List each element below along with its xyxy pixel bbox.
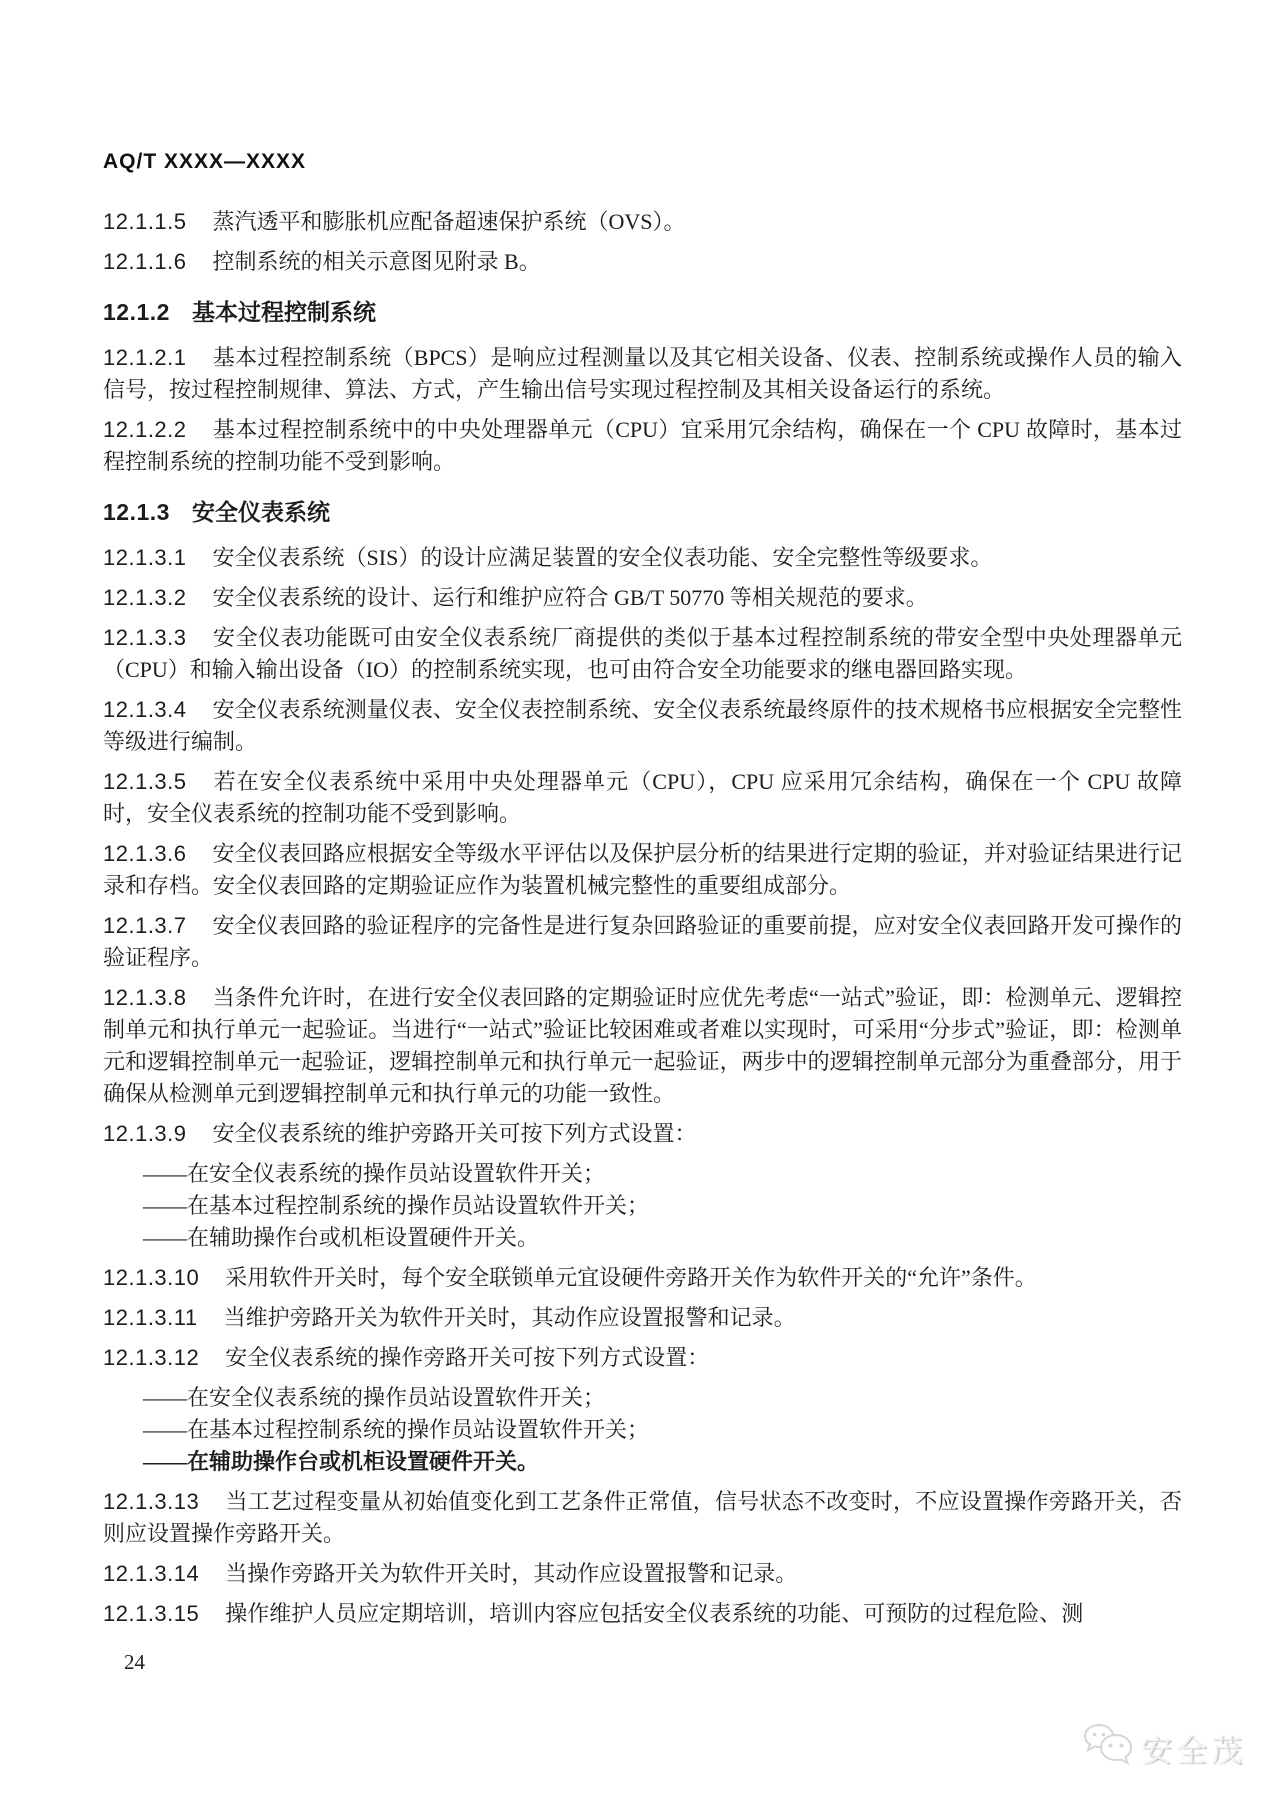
clause-number: 12.1.3.15 [103,1601,200,1626]
clause-12-1-3-1 [103,542,1182,574]
clause-number: 12.1.2.1 [103,345,187,370]
clause-12-1-3-5 [103,766,1182,830]
clause-text: 蒸汽透平和膨胀机应配备超速保护系统（OVS）。 [212,209,686,234]
clause-text: 安全仪表系统的维护旁路开关可按下列方式设置： [212,1121,697,1146]
clause-12-1-3-9 [103,1118,1182,1150]
clause-12-1-3-13 [103,1486,1182,1550]
clause-number: 12.1.2.2 [103,417,187,442]
clause-12-1-2-1 [103,342,1182,406]
clause-text: 采用软件开关时，每个安全联锁单元宜设硬件旁路开关作为软件开关的“允许”条件。 [225,1265,1037,1290]
clause-text: 当条件允许时，在进行安全仪表回路的定期验证时应优先考虑“一站式”验证，即：检测单元、逻辑控制单元和执行单元一起验证。当进行“一站式”验证比较困难或者难以实现时，可采用“分步式”验证，即：检测单元和逻辑控制单元一起验证，逻辑控制单元和执行单元一起验证，两步中的逻辑控制单元部分为重叠部分，用于确保从检测单元到逻辑控制单元和执行单元的功能一致性。 [103,985,1182,1106]
wechat-icon [1081,1722,1135,1773]
clause-number: 12.1.3.9 [103,1121,187,1146]
document-body [103,198,1182,1638]
clause-12-1-3-11 [103,1302,1182,1334]
clause-12-1-3-15 [103,1598,1182,1630]
clause-number: 12.1.3.2 [103,585,187,610]
clause-text: 基本过程控制系统（BPCS）是响应过程测量以及其它相关设备、仪表、控制系统或操作人员的输入信号，按过程控制规律、算法、方式，产生输出信号实现过程控制及其相关设备运行的系统。 [103,345,1182,402]
clause-text: 安全仪表系统（SIS）的设计应满足装置的安全仪表功能、安全完整性等级要求。 [212,545,993,570]
clause-number: 12.1.3.1 [103,545,187,570]
clause-12-1-3-12 [103,1342,1182,1374]
clause-number: 12.1.3.10 [103,1265,200,1290]
clause-number: 12.1.3.4 [103,697,187,722]
watermark-label: 安全茂 [1141,1733,1246,1768]
clause-text: 安全仪表功能既可由安全仪表系统厂商提供的类似于基本过程控制系统的带安全型中央处理器单元（CPU）和输入输出设备（IO）的控制系统实现，也可由符合安全功能要求的继电器回路实现。 [103,625,1182,682]
heading-number: 12.1.2 [103,299,170,325]
dash-list-item: ——在安全仪表系统的操作员站设置软件开关； [143,1385,606,1410]
clause-text: 当维护旁路开关为软件开关时，其动作应设置报警和记录。 [223,1305,796,1330]
clause-12-1-3-4 [103,694,1182,758]
clause-12-1-3-8 [103,982,1182,1110]
clause-number: 12.1.3.3 [103,625,187,650]
section-heading-12-1-2 [103,296,1182,328]
clause-text: 当操作旁路开关为软件开关时，其动作应设置报警和记录。 [225,1561,798,1586]
page-number: 24 [124,1650,145,1674]
dash-list-item: ——在基本过程控制系统的操作员站设置软件开关； [143,1193,650,1218]
clause-number: 12.1.3.8 [103,985,187,1010]
heading-text: 安全仪表系统 [191,499,330,525]
clause-number: 12.1.3.13 [103,1489,200,1514]
clause-number: 12.1.3.6 [103,841,187,866]
clause-12-1-3-7 [103,910,1182,974]
clause-text: 安全仪表回路的验证程序的完备性是进行复杂回路验证的重要前提，应对安全仪表回路开发可操作的验证程序。 [103,913,1182,970]
clause-12-1-2-2 [103,414,1182,478]
clause-text: 安全仪表系统测量仪表、安全仪表控制系统、安全仪表系统最终原件的技术规格书应根据安全完整性等级进行编制。 [103,697,1182,754]
heading-number: 12.1.3 [103,499,170,525]
clause-12-1-3-2 [103,582,1182,614]
doc-code-header: AQ/T XXXX—XXXX [103,150,307,173]
watermark-logo [1081,1722,1246,1773]
clause-number: 12.1.1.5 [103,209,187,234]
clause-12-1-3-14 [103,1558,1182,1590]
clause-number: 12.1.1.6 [103,249,187,274]
section-heading-12-1-3 [103,496,1182,528]
clause-number: 12.1.3.7 [103,913,187,938]
clause-12-1-1-6 [103,246,1182,278]
clause-text: 操作维护人员应定期培训，培训内容应包括安全仪表系统的功能、可预防的过程危险、测 [225,1601,1084,1626]
clause-number: 12.1.3.11 [103,1305,198,1330]
clause-12-1-1-5 [103,206,1182,238]
dash-list-item: ——在安全仪表系统的操作员站设置软件开关； [143,1161,606,1186]
clause-text: 安全仪表回路应根据安全等级水平评估以及保护层分析的结果进行定期的验证，并对验证结果进行记录和存档。安全仪表回路的定期验证应作为装置机械完整性的重要组成部分。 [103,841,1182,898]
clause-number: 12.1.3.14 [103,1561,200,1586]
heading-text: 基本过程控制系统 [191,299,376,325]
dash-list-item: ——在辅助操作台或机柜设置硬件开关。 [143,1225,540,1250]
clause-text: 控制系统的相关示意图见附录 B。 [212,249,541,274]
clause-number: 12.1.3.5 [103,769,187,794]
dash-list-item: ——在基本过程控制系统的操作员站设置软件开关； [143,1417,650,1442]
clause-text: 基本过程控制系统中的中央处理器单元（CPU）宜采用冗余结构，确保在一个 CPU 故障时，基本过程控制系统的控制功能不受到影响。 [103,417,1182,474]
clause-text: 安全仪表系统的操作旁路开关可按下列方式设置： [225,1345,710,1370]
dash-list-item: ——在辅助操作台或机柜设置硬件开关。 [143,1449,540,1474]
clause-12-1-3-3 [103,622,1182,686]
clause-text: 当工艺过程变量从初始值变化到工艺条件正常值，信号状态不改变时，不应设置操作旁路开关，否则应设置操作旁路开关。 [103,1489,1182,1546]
clause-12-1-3-10 [103,1262,1182,1294]
clause-text: 安全仪表系统的设计、运行和维护应符合 GB/T 50770 等相关规范的要求。 [212,585,928,610]
clause-text: 若在安全仪表系统中采用中央处理器单元（CPU），CPU 应采用冗余结构，确保在一个 CPU 故障时，安全仪表系统的控制功能不受到影响。 [103,769,1182,826]
clause-12-1-3-6 [103,838,1182,902]
clause-number: 12.1.3.12 [103,1345,200,1370]
